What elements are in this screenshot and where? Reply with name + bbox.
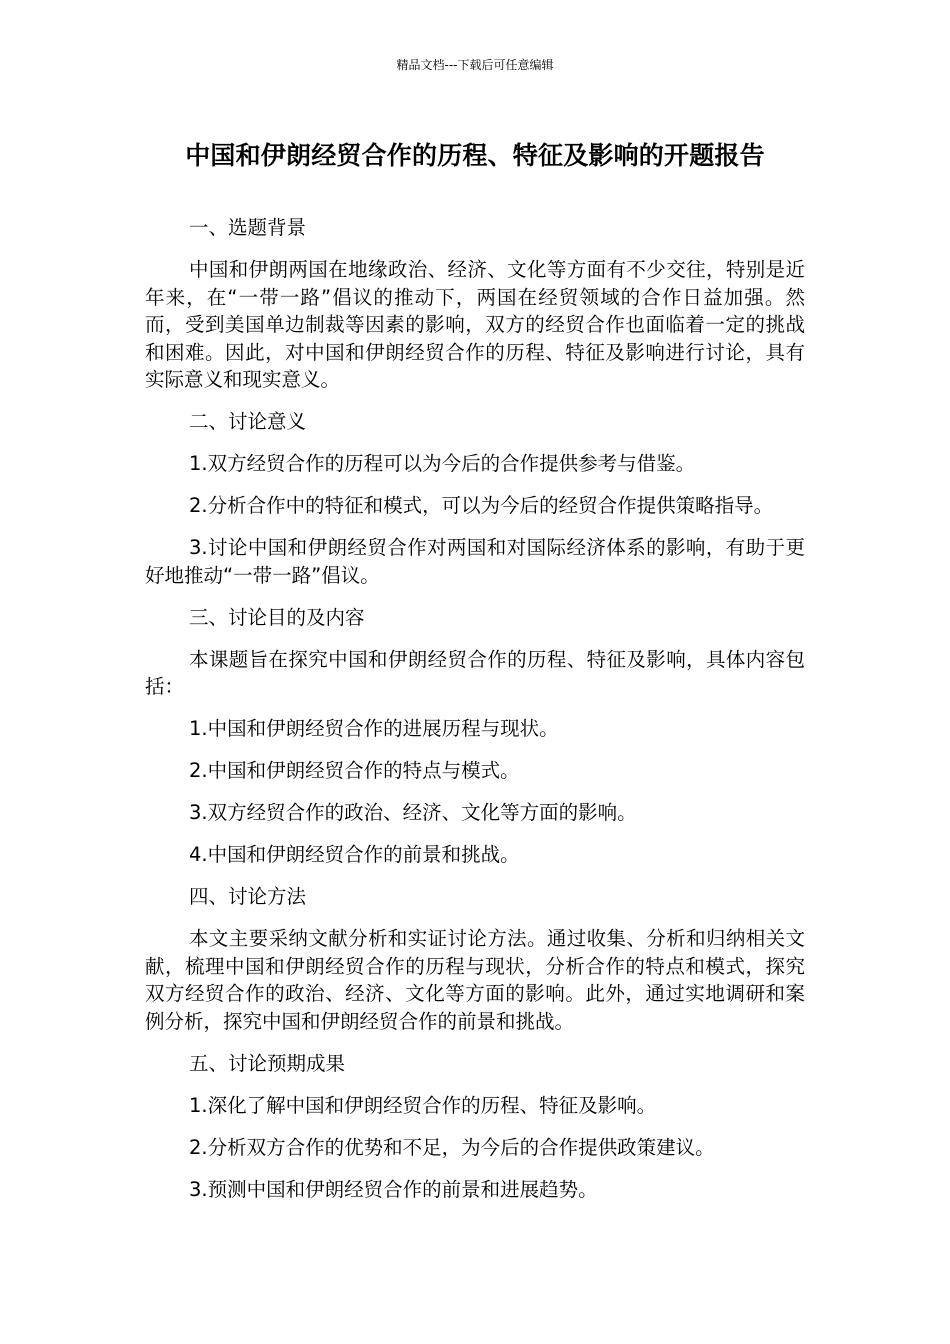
paragraph-background: 中国和伊朗两国在地缘政治、经济、文化等方面有不少交往，特别是近年来，在“一带一路”倡议的推动下，两国在经贸领域的合作日益加强。然而，受到美国单边制裁等因素的影响，双方的经贸合作也面临着一定的挑战和困难。因此，对中国和伊朗经贸合作的历程、特征及影响进行讨论，具有实际意义和现实意义。 (145, 258, 805, 391)
document-body (145, 214, 805, 1218)
page-header: 精品文档---下载后可任意编辑 (396, 58, 554, 72)
paragraph-methods: 本文主要采纳文献分析和实证讨论方法。通过收集、分析和归纳相关文献，梳理中国和伊朗经贸合作的历程与现状，分析合作的特点和模式，探究双方经贸合作的政治、经济、文化等方面的影响。此外，通过实地调研和案例分析，探究中国和伊朗经贸合作的前景和挑战。 (145, 927, 805, 1033)
list-item-results-1: 1.深化了解中国和伊朗经贸合作的历程、特征及影响。 (189, 1093, 657, 1117)
document-title: 中国和伊朗经贸合作的历程、特征及影响的开题报告 (185, 141, 765, 170)
section-heading-significance: 二、讨论意义 (189, 410, 307, 433)
section-heading-objectives: 三、讨论目的及内容 (189, 605, 365, 629)
list-item-significance-1: 1.双方经贸合作的历程可以为今后的合作提供参考与借鉴。 (189, 452, 696, 475)
list-item-significance-3: 3.讨论中国和伊朗经贸合作对两国和对国际经济体系的影响，有助于更好地推动“一带一路”倡议。 (145, 536, 805, 587)
section-heading-background: 一、选题背景 (189, 216, 307, 239)
list-item-content-4: 4.中国和伊朗经贸合作的前景和挑战。 (189, 843, 520, 866)
list-item-significance-2: 2.分析合作中的特征和模式，可以为今后的经贸合作提供策略指导。 (189, 494, 774, 517)
list-item-results-3: 3.预测中国和伊朗经贸合作的前景和进展趋势。 (189, 1177, 598, 1201)
paragraph-objectives-intro: 本课题旨在探究中国和伊朗经贸合作的历程、特征及影响，具体内容包括： (145, 647, 805, 698)
list-item-content-1: 1.中国和伊朗经贸合作的进展历程与现状。 (189, 717, 559, 740)
section-heading-expected-results: 五、讨论预期成果 (189, 1051, 346, 1075)
list-item-content-2: 2.中国和伊朗经贸合作的特点与模式。 (189, 759, 520, 782)
list-item-results-2: 2.分析双方合作的优势和不足，为今后的合作提供政策建议。 (189, 1135, 715, 1159)
section-heading-methods: 四、讨论方法 (189, 885, 307, 908)
list-item-content-3: 3.双方经贸合作的政治、经济、文化等方面的影响。 (189, 801, 637, 824)
